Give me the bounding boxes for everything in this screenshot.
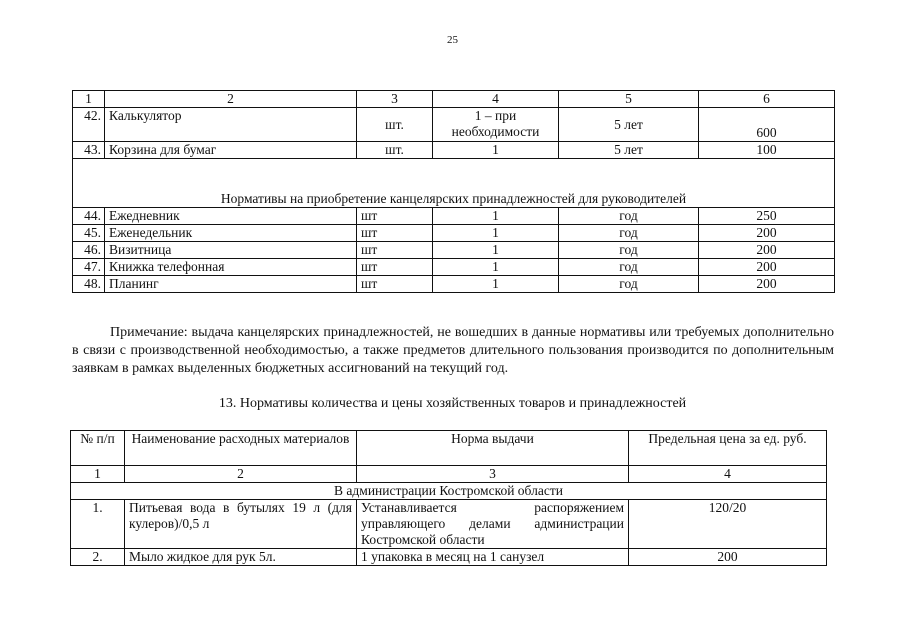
item-term: год bbox=[559, 225, 699, 242]
item-price: 250 bbox=[699, 208, 835, 225]
column-number: 4 bbox=[433, 91, 559, 108]
section-title: Нормативы на приобретение канцелярских принадлежностей для руководителей bbox=[73, 159, 835, 208]
item-unit: шт bbox=[357, 242, 433, 259]
section-13-title: 13. Нормативы количества и цены хозяйственных товаров и принадлежностей bbox=[218, 396, 687, 411]
item-norm: 1 bbox=[433, 259, 559, 276]
column-number: 3 bbox=[357, 466, 629, 483]
table-row bbox=[73, 242, 835, 259]
item-name: Ежедневник bbox=[105, 208, 357, 225]
item-norm: 1 – при необходимости bbox=[433, 108, 559, 142]
row-number: 46. bbox=[73, 242, 105, 259]
header-number: № п/п bbox=[71, 431, 125, 466]
item-norm: 1 bbox=[433, 208, 559, 225]
row-number: 44. bbox=[73, 208, 105, 225]
page-number: 25 bbox=[447, 34, 458, 46]
column-number: 2 bbox=[125, 466, 357, 483]
table-row bbox=[73, 276, 835, 293]
row-number: 1. bbox=[71, 500, 125, 549]
item-unit: шт bbox=[357, 208, 433, 225]
column-number: 6 bbox=[699, 91, 835, 108]
item-name: Еженедельник bbox=[105, 225, 357, 242]
item-name: Корзина для бумаг bbox=[105, 142, 357, 159]
row-number: 48. bbox=[73, 276, 105, 293]
item-price: 200 bbox=[699, 276, 835, 293]
column-number: 3 bbox=[357, 91, 433, 108]
household-goods-table bbox=[70, 430, 827, 566]
table-row bbox=[73, 108, 835, 142]
item-term: год bbox=[559, 259, 699, 276]
item-norm: 1 упаковка в месяц на 1 санузел bbox=[357, 549, 629, 566]
header-price: Предельная цена за ед. руб. bbox=[629, 431, 827, 466]
item-term: год bbox=[559, 208, 699, 225]
column-numbers-row bbox=[71, 466, 827, 483]
table-header-row bbox=[73, 91, 835, 108]
item-unit: шт bbox=[357, 259, 433, 276]
item-term: год bbox=[559, 276, 699, 293]
item-name: Книжка телефонная bbox=[105, 259, 357, 276]
item-term: 5 лет bbox=[559, 142, 699, 159]
table-row bbox=[73, 142, 835, 159]
subheader-title: В администрации Костромской области bbox=[71, 483, 827, 500]
item-name: Калькулятор bbox=[105, 108, 357, 142]
item-price: 200 bbox=[699, 242, 835, 259]
row-number: 2. bbox=[71, 549, 125, 566]
header-name: Наименование расходных материалов bbox=[125, 431, 357, 466]
row-number: 45. bbox=[73, 225, 105, 242]
item-price: 600 bbox=[699, 108, 835, 142]
table-header-row bbox=[71, 431, 827, 466]
item-price: 200 bbox=[699, 225, 835, 242]
row-number: 42. bbox=[73, 108, 105, 142]
item-unit: шт. bbox=[357, 142, 433, 159]
subheader-row bbox=[71, 483, 827, 500]
item-name: Планинг bbox=[105, 276, 357, 293]
column-number: 1 bbox=[73, 91, 105, 108]
item-norm: 1 bbox=[433, 142, 559, 159]
item-price: 200 bbox=[629, 549, 827, 566]
column-number: 5 bbox=[559, 91, 699, 108]
section-row bbox=[73, 159, 835, 208]
item-unit: шт bbox=[357, 225, 433, 242]
table-row bbox=[71, 500, 827, 549]
row-number: 47. bbox=[73, 259, 105, 276]
item-norm: 1 bbox=[433, 242, 559, 259]
item-term: 5 лет bbox=[559, 108, 699, 142]
item-price: 120/20 bbox=[629, 500, 827, 549]
column-number: 2 bbox=[105, 91, 357, 108]
item-norm: 1 bbox=[433, 276, 559, 293]
item-name: Визитница bbox=[105, 242, 357, 259]
header-norm: Норма выдачи bbox=[357, 431, 629, 466]
table-row bbox=[73, 259, 835, 276]
item-unit: шт bbox=[357, 276, 433, 293]
item-name: Питьевая вода в бутылях 19 л (для кулеров)/0,5 л bbox=[125, 500, 357, 549]
item-price: 200 bbox=[699, 259, 835, 276]
item-term: год bbox=[559, 242, 699, 259]
row-number: 43. bbox=[73, 142, 105, 159]
table-row bbox=[73, 225, 835, 242]
item-norm: Устанавливается распоряжением управляющего делами администрации Костромской области bbox=[357, 500, 629, 549]
item-price: 100 bbox=[699, 142, 835, 159]
stationery-norms-table bbox=[72, 90, 835, 293]
item-norm: 1 bbox=[433, 225, 559, 242]
item-unit: шт. bbox=[357, 108, 433, 142]
table-row bbox=[71, 549, 827, 566]
column-number: 1 bbox=[71, 466, 125, 483]
item-name: Мыло жидкое для рук 5л. bbox=[125, 549, 357, 566]
column-number: 4 bbox=[629, 466, 827, 483]
table-row bbox=[73, 208, 835, 225]
note-paragraph: Примечание: выдача канцелярских принадлежностей, не вошедших в данные нормативы или требуемых дополнительно в связи с производственной необходимостью, а также предметов длительного пользования производится по дополнительным заявкам в рамках выделенных бюджетных ассигнований на текущий год. bbox=[72, 325, 834, 376]
